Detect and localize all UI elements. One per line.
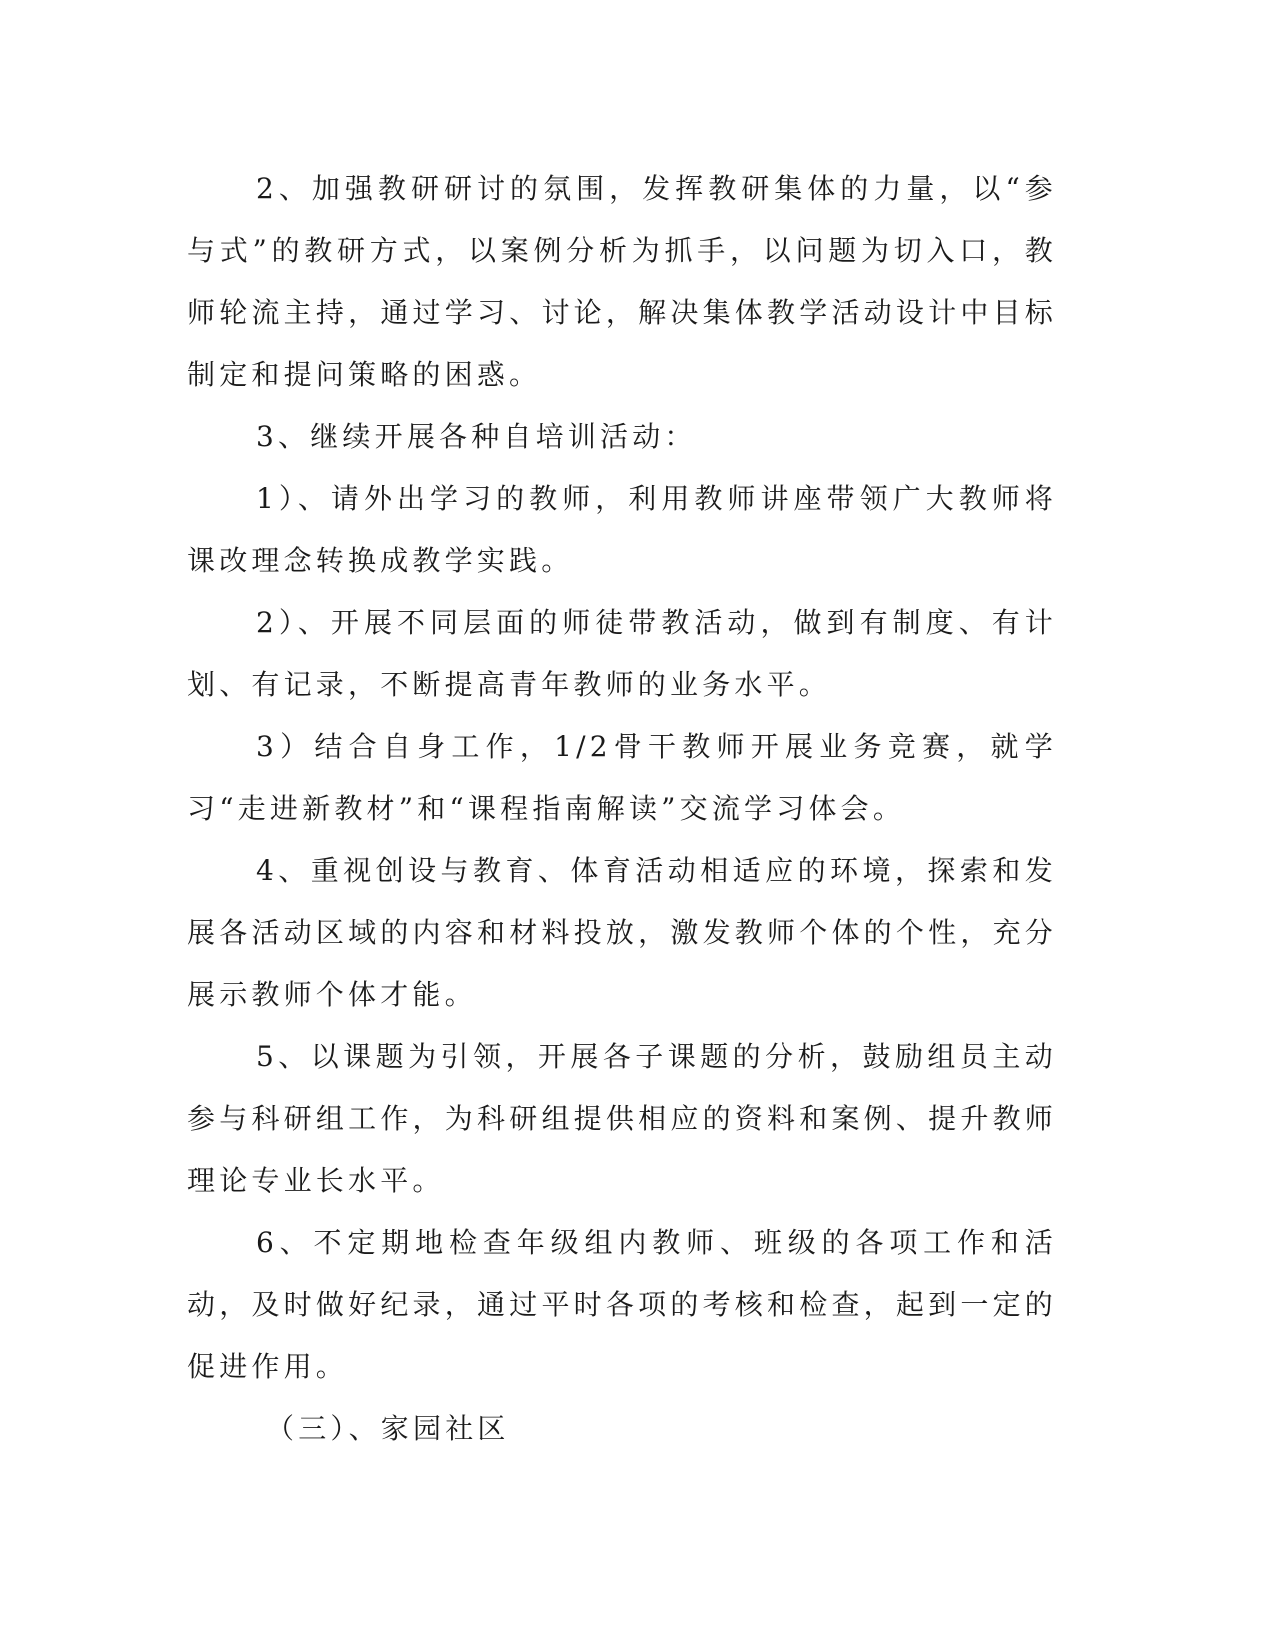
paragraph-mentoring-activities: 2）、开展不同层面的师徒带教活动，做到有制度、有计划、有记录，不断提高青年教师的业务水平。: [187, 606, 1057, 701]
paragraph-teaching-research-atmosphere: 2、加强教研研讨的氛围，发挥教研集体的力量，以“参与式”的教研方式，以案例分析为抓手，以问题为切入口，教师轮流主持，通过学习、讨论，解决集体教学活动设计中目标制定和提问策略的困惑。: [187, 172, 1057, 391]
paragraph-research-topics: 5、以课题为引领，开展各子课题的分析，鼓励组员主动参与科研组工作，为科研组提供相应的资料和案例、提升教师理论专业长水平。: [187, 1040, 1057, 1197]
paragraph-self-training-activities: 3、继续开展各种自培训活动：: [256, 420, 697, 453]
paragraph-environment-creation: 4、重视创设与教育、体育活动相适应的环境，探索和发展各活动区域的内容和材料投放，激发教师个体的个性，充分展示教师个体才能。: [187, 854, 1057, 1011]
paragraph-irregular-inspection: 6、不定期地检查年级组内教师、班级的各项工作和活动，及时做好纪录，通过平时各项的考核和检查，起到一定的促进作用。: [187, 1226, 1057, 1383]
document-body: [187, 158, 1057, 1460]
section-heading-home-community: （三）、家园社区: [266, 1412, 510, 1445]
paragraph-external-learning-lectures: 1）、请外出学习的教师，利用教师讲座带领广大教师将课改理念转换成教学实践。: [187, 482, 1057, 577]
paragraph-backbone-teacher-competition: 3）结合自身工作，1/2骨干教师开展业务竞赛，就学习“走进新教材”和“课程指南解读”交流学习体会。: [187, 730, 1057, 825]
